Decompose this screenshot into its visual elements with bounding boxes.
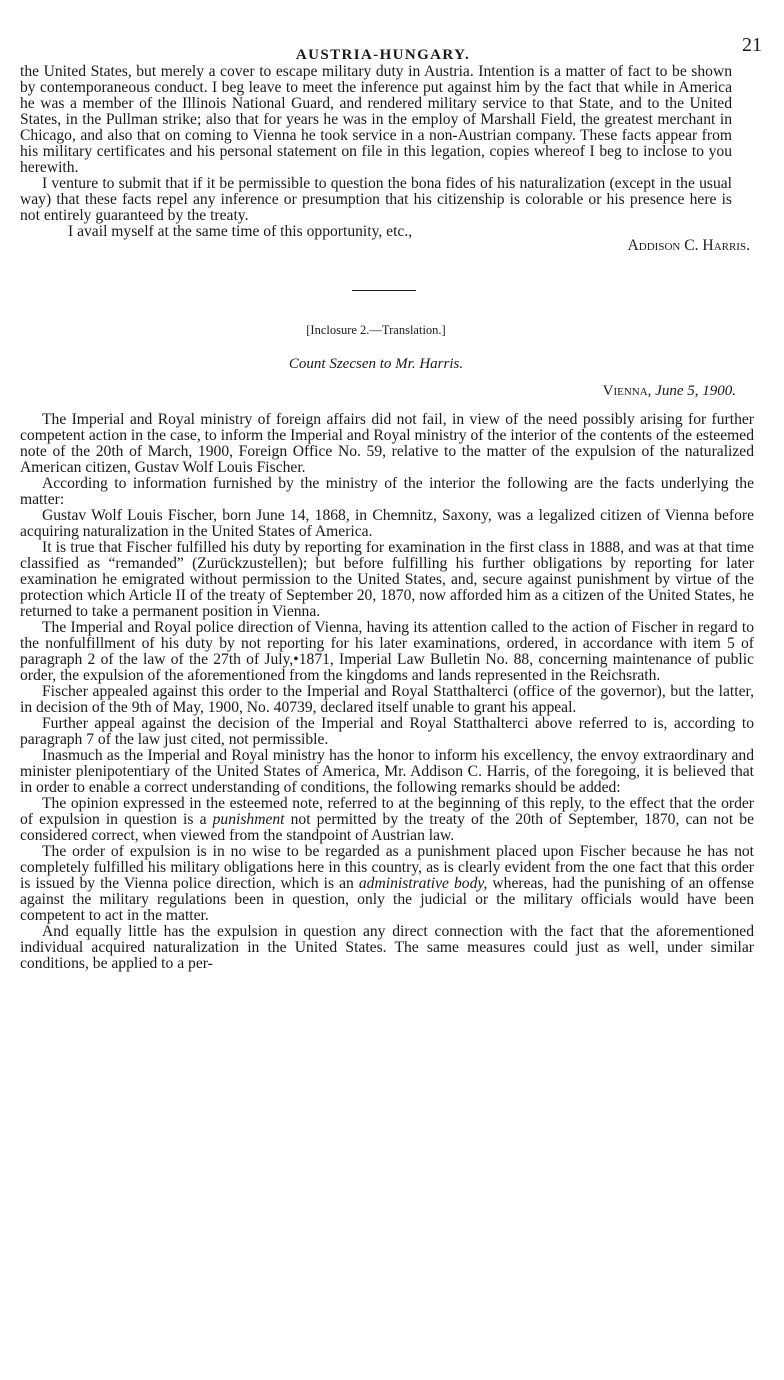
paragraph xyxy=(20,844,754,924)
section-divider xyxy=(352,290,416,291)
dateline xyxy=(20,383,736,400)
running-head xyxy=(34,34,762,64)
paragraph xyxy=(20,796,754,844)
dateline-date: June 5, 1900. xyxy=(655,383,736,399)
paragraph: According to information furnished by the ministry of the interior the following are the facts underlying the matter: xyxy=(20,475,754,508)
text-run: not permitted by the treaty of the 20th of September, 1870, can not be considered correct, when viewed from the standpoint of Austrian law. xyxy=(20,811,754,844)
letter-szecsen-body xyxy=(20,412,754,972)
emphasis: punishment xyxy=(212,811,285,828)
paragraph: It is true that Fischer fulfilled his duty by reporting for examination in the first class in 1888, and was at that time classified as “remanded” (Zurückzustellen); but before fulfilling his further obligations by reporting for later examination he emigrated without permission to the United States, and, secure against punishment by virtue of the protection which Article II of the treaty of September 20, 1870, now afforded him as a citizen of the United States, he returned to take a permanent position in Vienna. xyxy=(20,539,754,620)
text-run: The order of expulsion is in no wise to be regarded as a punishment placed upon Fischer because he has not completely fulfilled his military obligations here in this country, as is clearly evident from the one fact that this order is issued by the Vienna police direction, which is an xyxy=(20,843,754,892)
inclosure-label: [Inclosure 2.—Translation.] xyxy=(306,323,446,337)
text-run: whereas, had the punishing of an offense against the military regulations been in question, only the judicial or the military officials would have been competent to act in the matter. xyxy=(20,875,754,924)
page-number: 21 xyxy=(742,34,762,56)
letter-harris-continuation xyxy=(20,63,750,254)
letter-heading: Count Szecsen to Mr. Harris. xyxy=(288,356,464,372)
paragraph: The Imperial and Royal police direction of Vienna, having its attention called to the action of Fischer in regard to the nonfulfillment of his duty by not reporting for his later examinations, ordered, in accordance with item 5 of paragraph 2 of the law of the 27th of July,•1871, Imperial Law Bulletin No. 88, concerning maintenance of public order, the expulsion of the aforementioned from the kingdoms and lands represented in the Reichsrath. xyxy=(20,619,754,684)
running-title: AUSTRIA-HUNGARY. xyxy=(295,47,471,63)
paragraph: Inasmuch as the Imperial and Royal ministry has the honor to inform his excellency, the envoy extraordinary and minister plenipotentiary of the United States of America, Mr. Addison C. Harris, of the foregoing, it is believed that in order to enable a correct understanding of conditions, the following remarks should be added: xyxy=(20,747,754,796)
paragraph: And equally little has the expulsion in question any direct connection with the fact that the aforementioned individual acquired naturalization in the United States. The same measures could just as well, under similar conditions, be applied to a per- xyxy=(20,923,754,972)
dateline-city: Vienna, xyxy=(602,383,652,399)
signature: Addison C. Harris. xyxy=(627,237,750,254)
text-run: The opinion expressed in the esteemed note, referred to at the beginning of this reply, to the effect that the order of expulsion in question is a xyxy=(20,795,754,828)
paragraph: Fischer appealed against this order to the Imperial and Royal Statthalterci (office of the governor), but the latter, in decision of the 9th of May, 1900, No. 40739, declared itself unable to grant his appeal. xyxy=(20,683,754,716)
paragraph: I venture to submit that if it be permissible to question the bona fides of his naturalization (except in the usual way) that these facts repel any inference or presumption that his citizenship is colorable or his presence here is not entirely guaranteed by the treaty. xyxy=(20,175,732,224)
emphasis: administrative body, xyxy=(358,875,488,892)
paragraph: Gustav Wolf Louis Fischer, born June 14, 1868, in Chemnitz, Saxony, was a legalized citizen of Vienna before acquiring naturalization in the United States of America. xyxy=(20,507,754,540)
paragraph: Further appeal against the decision of the Imperial and Royal Statthalterci above referred to is, according to paragraph 7 of the law just cited, not permissible. xyxy=(20,715,754,748)
paragraph: the United States, but merely a cover to escape military duty in Austria. Intention is a matter of fact to be shown by contemporaneous conduct. I beg leave to meet the inference put against him by the fact that while in America he was a member of the Illinois National Guard, and rendered military service to that State, and to the United States, in the Pullman strike; also that for years he was in the employ of Marshall Field, the greatest merchant in Chicago, and also that on coming to Vienna he took service in a non-Austrian company. These facts appear from his military certificates and his personal statement on file in this legation, copies whereof I beg to inclose to you herewith. xyxy=(20,63,732,176)
paragraph: The Imperial and Royal ministry of foreign affairs did not fail, in view of the need possibly arising for further competent action in the case, to inform the Imperial and Royal ministry of the interior of the contents of the esteemed note of the 20th of March, 1900, Foreign Office No. 59, relative to the matter of the expulsion of the naturalized American citizen, Gustav Wolf Louis Fischer. xyxy=(20,411,754,476)
closing-line: I avail myself at the same time of this opportunity, etc., xyxy=(68,223,413,240)
